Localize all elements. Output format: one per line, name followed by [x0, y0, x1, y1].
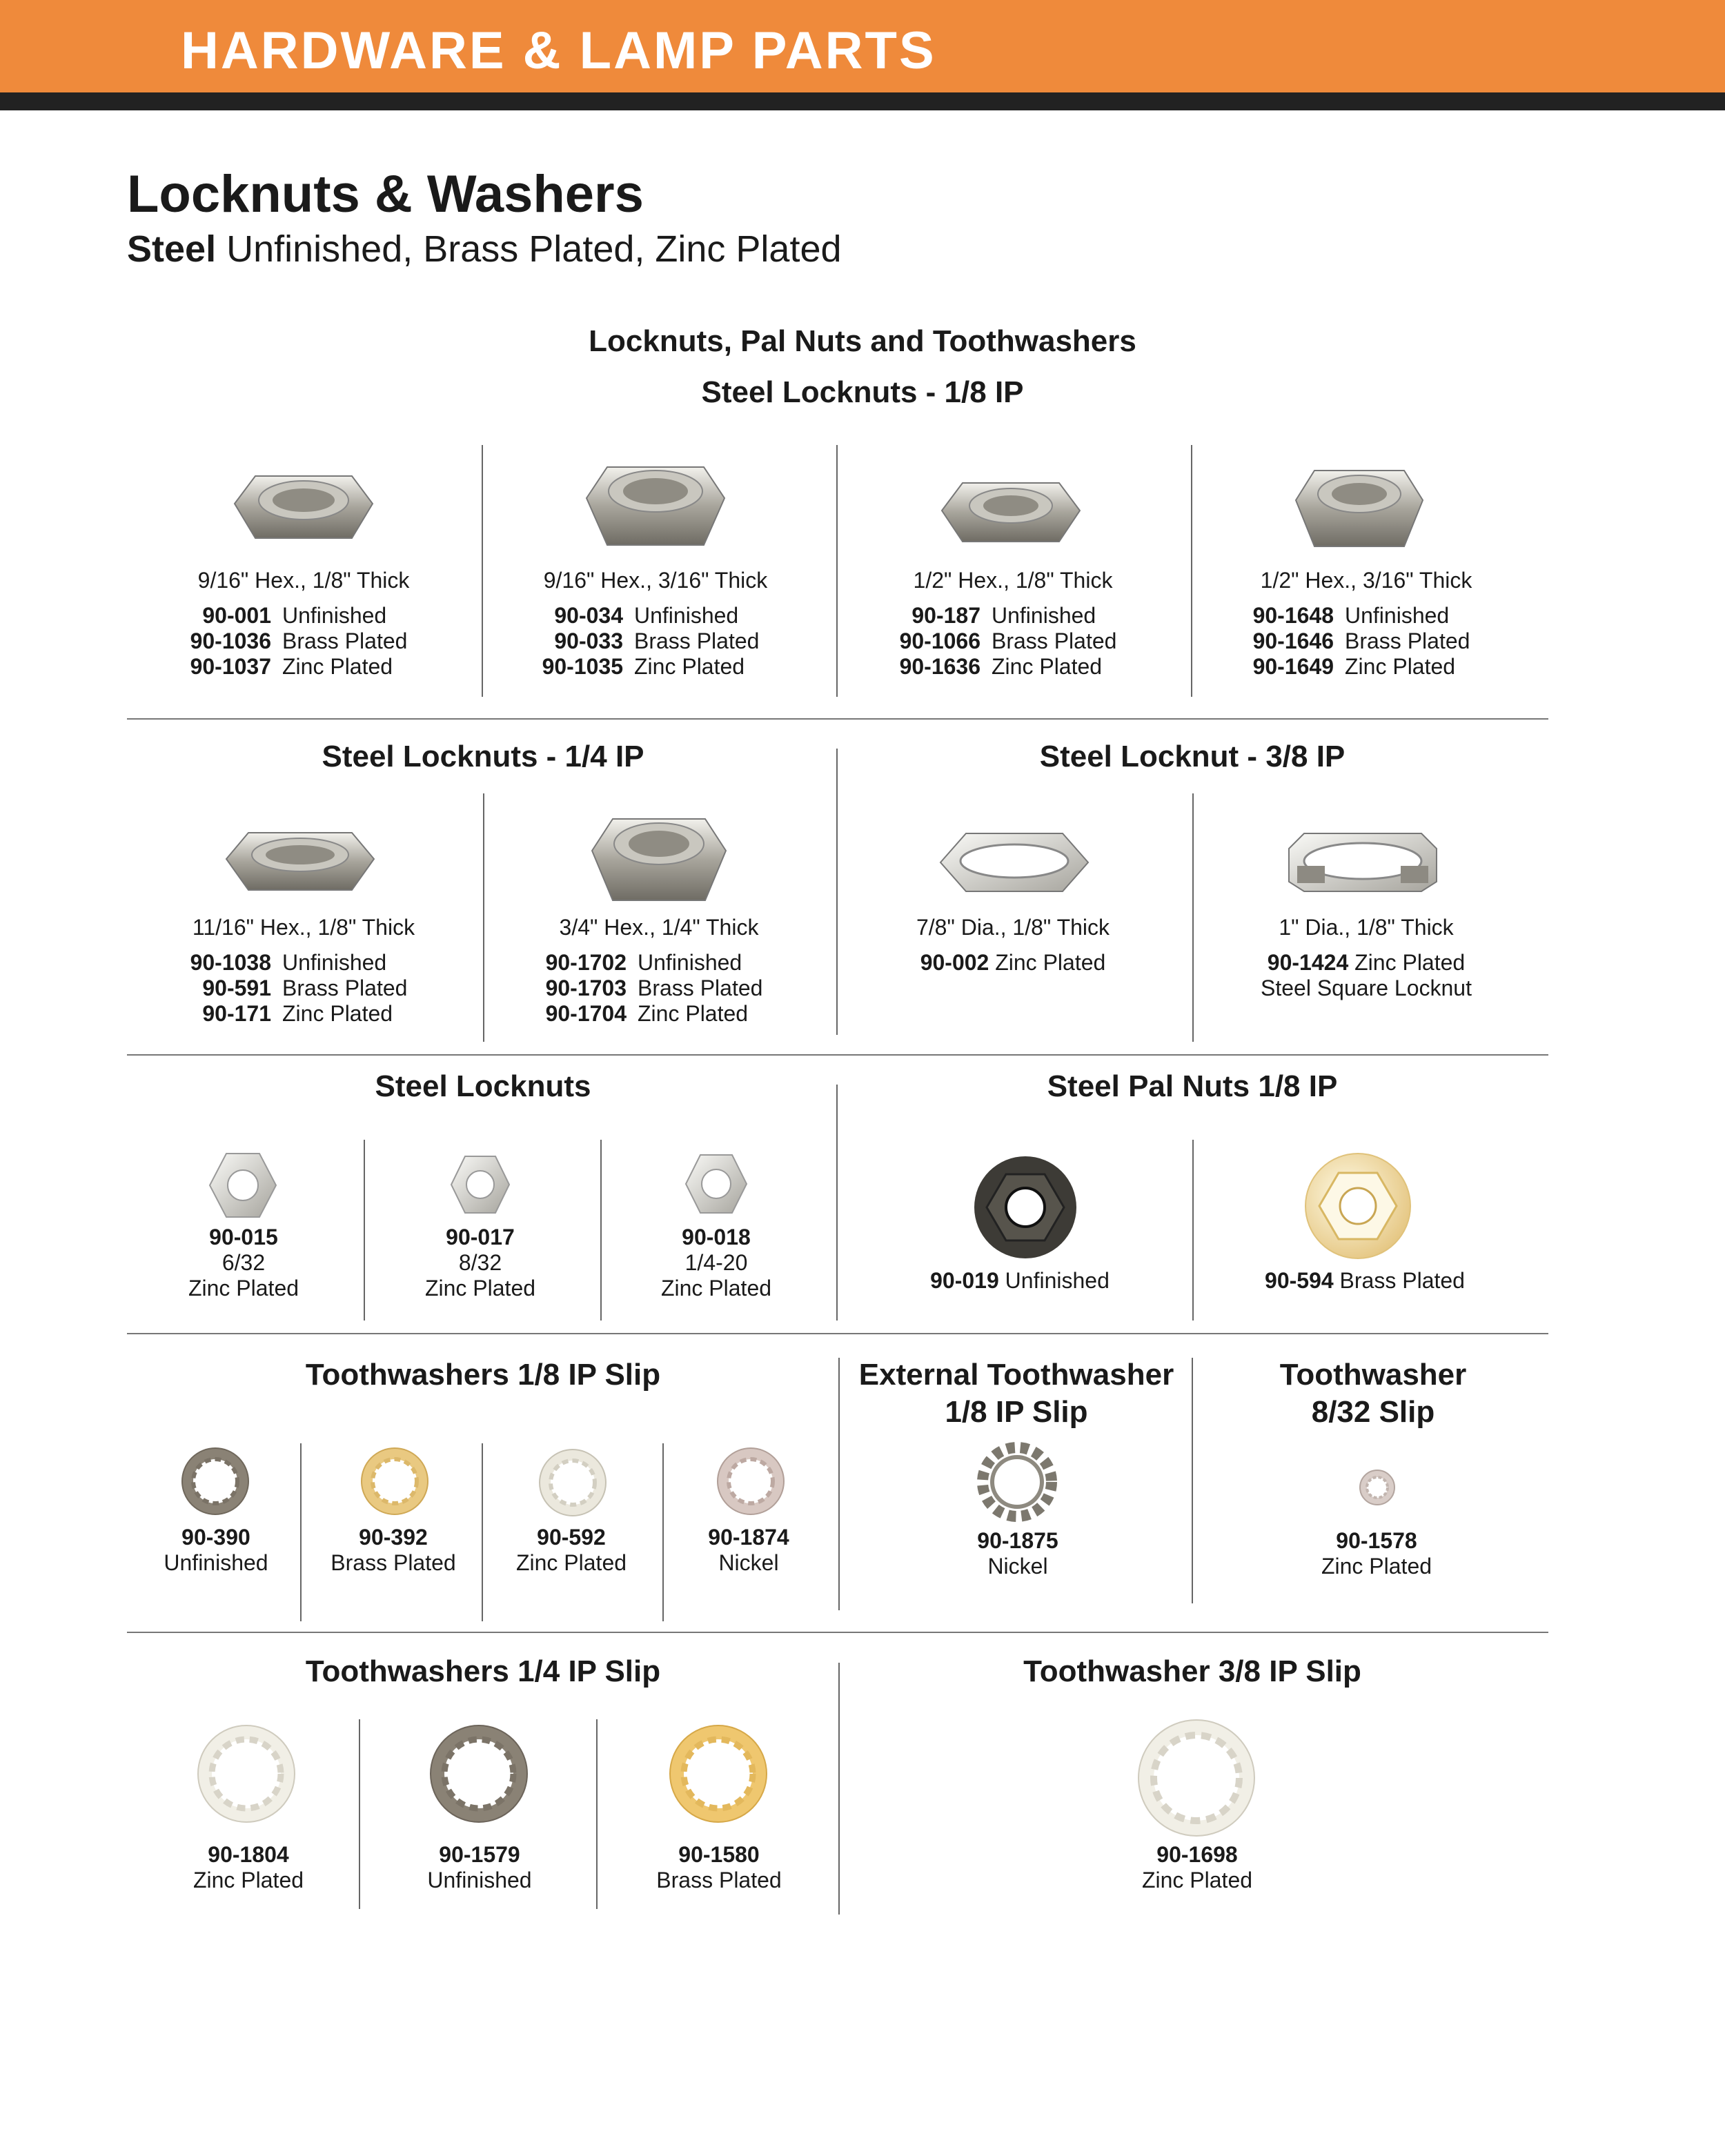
product-code-text: 90-1578	[1336, 1528, 1417, 1553]
product-row	[486, 950, 831, 976]
section-heading-locknuts-18: Steel Locknuts - 1/8 IP	[701, 375, 1024, 409]
product-finish: Zinc Plated	[188, 1276, 299, 1300]
product-row	[131, 629, 476, 654]
divider	[836, 749, 838, 1035]
product-code: 90-001	[202, 603, 271, 628]
toothwasher-small-image	[1358, 1468, 1397, 1507]
product-item	[131, 568, 476, 680]
external-toothwasher-image	[977, 1442, 1057, 1522]
product-finish: Zinc Plated	[282, 654, 393, 679]
toothwasher-image	[179, 1445, 251, 1517]
product-code: 90-1636	[899, 654, 980, 679]
toothwasher-image	[1135, 1717, 1258, 1839]
product-row	[840, 654, 1185, 680]
product-code: 90-1704	[545, 1001, 627, 1026]
divider	[364, 1140, 365, 1321]
product-finish: Zinc Plated	[1348, 950, 1466, 975]
product-code	[140, 1225, 347, 1250]
product-finish: Brass Plated	[656, 1868, 782, 1892]
product-finish: Zinc Plated	[515, 1550, 627, 1575]
product-item	[483, 568, 828, 680]
product-code: 90-002	[920, 950, 989, 975]
product-item	[1194, 915, 1539, 1001]
product-code	[613, 1225, 820, 1250]
section-heading-pal-nuts: Steel Pal Nuts 1/8 IP	[1047, 1069, 1338, 1103]
product-finish: Zinc Plated	[989, 950, 1106, 975]
product-item	[615, 1842, 822, 1893]
square-locknut-image	[1283, 828, 1442, 897]
product-code: 90-1066	[899, 629, 980, 653]
product-code	[1273, 1528, 1480, 1554]
product-code-text: 90-1874	[708, 1525, 789, 1550]
product-item	[140, 1225, 347, 1301]
section-heading-toothwashers-14: Toothwashers 1/4 IP Slip	[305, 1654, 661, 1688]
product-finish: Zinc Plated	[1345, 654, 1456, 679]
product-code: 90-1648	[1252, 603, 1334, 628]
product-row	[486, 976, 831, 1001]
product-item	[112, 1525, 319, 1576]
pal-nut-black-image	[972, 1154, 1079, 1261]
product-size: 8/32	[458, 1250, 502, 1275]
product-row	[131, 1001, 476, 1027]
product-finish: Unfinished	[1345, 603, 1450, 628]
toothwasher-image	[715, 1445, 787, 1517]
product-caption: 3/4" Hex., 1/4" Thick	[559, 915, 759, 940]
product-finish: Unfinished	[638, 950, 742, 975]
product-finish: Zinc Plated	[638, 1001, 749, 1026]
product-code: 90-019	[930, 1268, 999, 1293]
product-finish: Brass Plated	[282, 976, 408, 1000]
product-finish: Nickel	[987, 1554, 1048, 1579]
toothwasher-image	[427, 1722, 531, 1826]
divider	[838, 1663, 840, 1915]
section-rule	[127, 1632, 1548, 1633]
section-rule	[127, 1054, 1548, 1056]
product-code-text: 90-1875	[977, 1528, 1058, 1553]
product-code: 90-1038	[190, 950, 271, 975]
product-caption: 1/2" Hex., 1/8" Thick	[913, 568, 1113, 593]
product-code: 90-1035	[542, 654, 623, 679]
heading-line: 8/32 Slip	[1311, 1395, 1435, 1429]
product-item	[645, 1525, 852, 1576]
product-finish: Unfinished	[282, 603, 387, 628]
toothwasher-image	[195, 1722, 298, 1826]
header-title: HARDWARE & LAMP PARTS	[181, 21, 936, 80]
subtitle-bold: Steel	[127, 228, 217, 270]
product-item	[468, 1525, 675, 1576]
product-item	[1094, 1842, 1301, 1893]
divider	[836, 1085, 838, 1321]
hex-locknut-image	[586, 811, 731, 907]
product-code: 90-1646	[1252, 629, 1334, 653]
product-code-text: 90-1580	[678, 1842, 760, 1867]
product-code	[468, 1525, 675, 1550]
product-code-text: 90-017	[446, 1225, 515, 1249]
hex-nut-small-image	[448, 1154, 512, 1216]
product-code: 90-1702	[545, 950, 627, 975]
product-item	[486, 915, 831, 1027]
product-item	[840, 568, 1185, 680]
divider	[1191, 445, 1192, 697]
hex-locknut-image	[228, 462, 379, 552]
section-heading-external-toothwasher	[840, 1356, 1192, 1431]
product-code	[1094, 1842, 1301, 1868]
section-heading-toothwashers-18: Toothwashers 1/8 IP Slip	[305, 1358, 661, 1392]
product-finish: Zinc Plated	[193, 1868, 304, 1892]
product-item	[1273, 1528, 1480, 1579]
product-finish: Brass Plated	[1345, 629, 1470, 653]
product-row	[486, 1001, 831, 1027]
section-rule	[127, 1333, 1548, 1334]
divider	[596, 1719, 598, 1909]
product-finish: Unfinished	[998, 1268, 1110, 1293]
product-code: 90-187	[911, 603, 980, 628]
hex-locknut-image	[221, 824, 379, 897]
product-code-text: 90-592	[537, 1525, 606, 1550]
product-line	[840, 950, 1185, 976]
heading-line: Toothwasher	[1279, 1358, 1467, 1392]
product-row	[840, 629, 1185, 654]
section-heading-locknuts-14: Steel Locknuts - 1/4 IP	[322, 740, 644, 773]
section-heading-steel-locknuts: Steel Locknuts	[375, 1069, 591, 1103]
subtitle-rest: Unfinished, Brass Plated, Zinc Plated	[216, 228, 842, 270]
toothwasher-image	[359, 1445, 431, 1517]
divider	[600, 1140, 602, 1321]
product-item	[613, 1225, 820, 1301]
product-finish: Brass Plated	[282, 629, 408, 653]
divider	[1192, 1358, 1193, 1603]
product-code: 90-1649	[1252, 654, 1334, 679]
product-row	[483, 603, 828, 629]
product-finish: Unfinished	[282, 950, 387, 975]
page-subtitle	[127, 228, 842, 270]
product-finish: Unfinished	[634, 603, 739, 628]
hex-locknut-image	[1290, 462, 1428, 555]
product-line	[1194, 950, 1539, 976]
product-code: 90-1037	[190, 654, 271, 679]
hex-nut-small-image	[207, 1151, 279, 1220]
product-row	[131, 654, 476, 680]
product-row	[1194, 654, 1539, 680]
product-item	[914, 1528, 1121, 1579]
product-row	[1194, 603, 1539, 629]
product-finish: Brass Plated	[638, 976, 763, 1000]
product-code	[145, 1842, 352, 1868]
product-item	[131, 915, 476, 1027]
product-item	[145, 1842, 352, 1893]
product-finish: Brass Plated	[331, 1550, 456, 1575]
product-code: 90-171	[202, 1001, 271, 1026]
section-rule	[127, 718, 1548, 720]
divider	[483, 793, 484, 1042]
product-code	[290, 1525, 497, 1550]
product-finish: Zinc Plated	[660, 1276, 772, 1300]
product-caption: 9/16" Hex., 3/16" Thick	[543, 568, 768, 593]
product-item	[1194, 568, 1539, 680]
section-heading-main: Locknuts, Pal Nuts and Toothwashers	[589, 324, 1136, 358]
product-code: 90-1036	[190, 629, 271, 653]
product-line	[847, 1268, 1192, 1294]
toothwasher-image	[537, 1447, 609, 1519]
product-item	[290, 1525, 497, 1576]
product-finish: Brass Plated	[992, 629, 1117, 653]
product-code: 90-034	[554, 603, 623, 628]
section-heading-toothwasher-832	[1197, 1356, 1549, 1431]
product-code-text: 90-015	[209, 1225, 278, 1249]
product-finish: Unfinished	[164, 1550, 268, 1575]
hex-locknut-image	[935, 828, 1094, 897]
product-code	[914, 1528, 1121, 1554]
product-item	[377, 1225, 584, 1301]
product-code: 90-033	[554, 629, 623, 653]
heading-line: External Toothwasher	[858, 1358, 1174, 1392]
product-caption: 11/16" Hex., 1/8" Thick	[192, 915, 415, 940]
product-code-text: 90-1579	[439, 1842, 520, 1867]
product-finish: Unfinished	[992, 603, 1096, 628]
product-row	[483, 654, 828, 680]
product-size: 1/4-20	[684, 1250, 748, 1275]
product-caption: 7/8" Dia., 1/8" Thick	[916, 915, 1110, 940]
product-code	[615, 1842, 822, 1868]
product-caption: 1" Dia., 1/8" Thick	[1279, 915, 1454, 940]
product-line	[1192, 1268, 1537, 1294]
product-code: 90-591	[202, 976, 271, 1000]
product-finish: Unfinished	[427, 1868, 532, 1892]
product-extra: Steel Square Locknut	[1261, 976, 1472, 1000]
product-finish: Zinc Plated	[424, 1276, 536, 1300]
header-rule	[0, 92, 1725, 110]
product-caption: 1/2" Hex., 3/16" Thick	[1260, 568, 1472, 593]
product-item	[840, 915, 1185, 976]
product-finish: Zinc Plated	[634, 654, 745, 679]
product-finish: Zinc Plated	[1321, 1554, 1432, 1579]
product-finish: Zinc Plated	[992, 654, 1103, 679]
product-code-text: 90-1698	[1156, 1842, 1238, 1867]
toothwasher-image	[667, 1722, 770, 1826]
product-item	[1192, 1268, 1537, 1294]
product-row	[131, 976, 476, 1001]
product-finish: Brass Plated	[634, 629, 760, 653]
product-finish: Zinc Plated	[1141, 1868, 1253, 1892]
product-code: 90-1703	[545, 976, 627, 1000]
product-code-text: 90-392	[359, 1525, 428, 1550]
product-code: 90-1424	[1267, 950, 1349, 975]
divider	[359, 1719, 360, 1909]
product-item	[847, 1268, 1192, 1294]
hex-nut-small-image	[683, 1152, 749, 1216]
pal-nut-brass-image	[1303, 1151, 1413, 1261]
page-title: Locknuts & Washers	[127, 165, 644, 224]
product-row	[483, 629, 828, 654]
product-code: 90-594	[1265, 1268, 1334, 1293]
product-code	[645, 1525, 852, 1550]
product-code-text: 90-1804	[208, 1842, 289, 1867]
section-heading-toothwasher-38: Toothwasher 3/8 IP Slip	[1023, 1654, 1361, 1688]
product-code-text: 90-390	[181, 1525, 250, 1550]
product-row	[840, 603, 1185, 629]
divider	[836, 445, 838, 697]
product-row	[1194, 629, 1539, 654]
product-code-text: 90-018	[682, 1225, 751, 1249]
product-row	[131, 603, 476, 629]
product-finish: Brass Plated	[1333, 1268, 1465, 1293]
heading-line: 1/8 IP Slip	[945, 1395, 1088, 1429]
product-row	[131, 950, 476, 976]
section-heading-locknut-38: Steel Locknut - 3/8 IP	[1039, 740, 1346, 773]
product-finish: Zinc Plated	[282, 1001, 393, 1026]
product-size: 6/32	[221, 1250, 266, 1275]
product-code	[376, 1842, 583, 1868]
hex-locknut-image	[935, 473, 1087, 552]
hex-locknut-image	[580, 457, 731, 557]
product-code	[377, 1225, 584, 1250]
product-caption: 9/16" Hex., 1/8" Thick	[197, 568, 410, 593]
product-finish: Nickel	[718, 1550, 779, 1575]
product-code	[112, 1525, 319, 1550]
product-item	[376, 1842, 583, 1893]
